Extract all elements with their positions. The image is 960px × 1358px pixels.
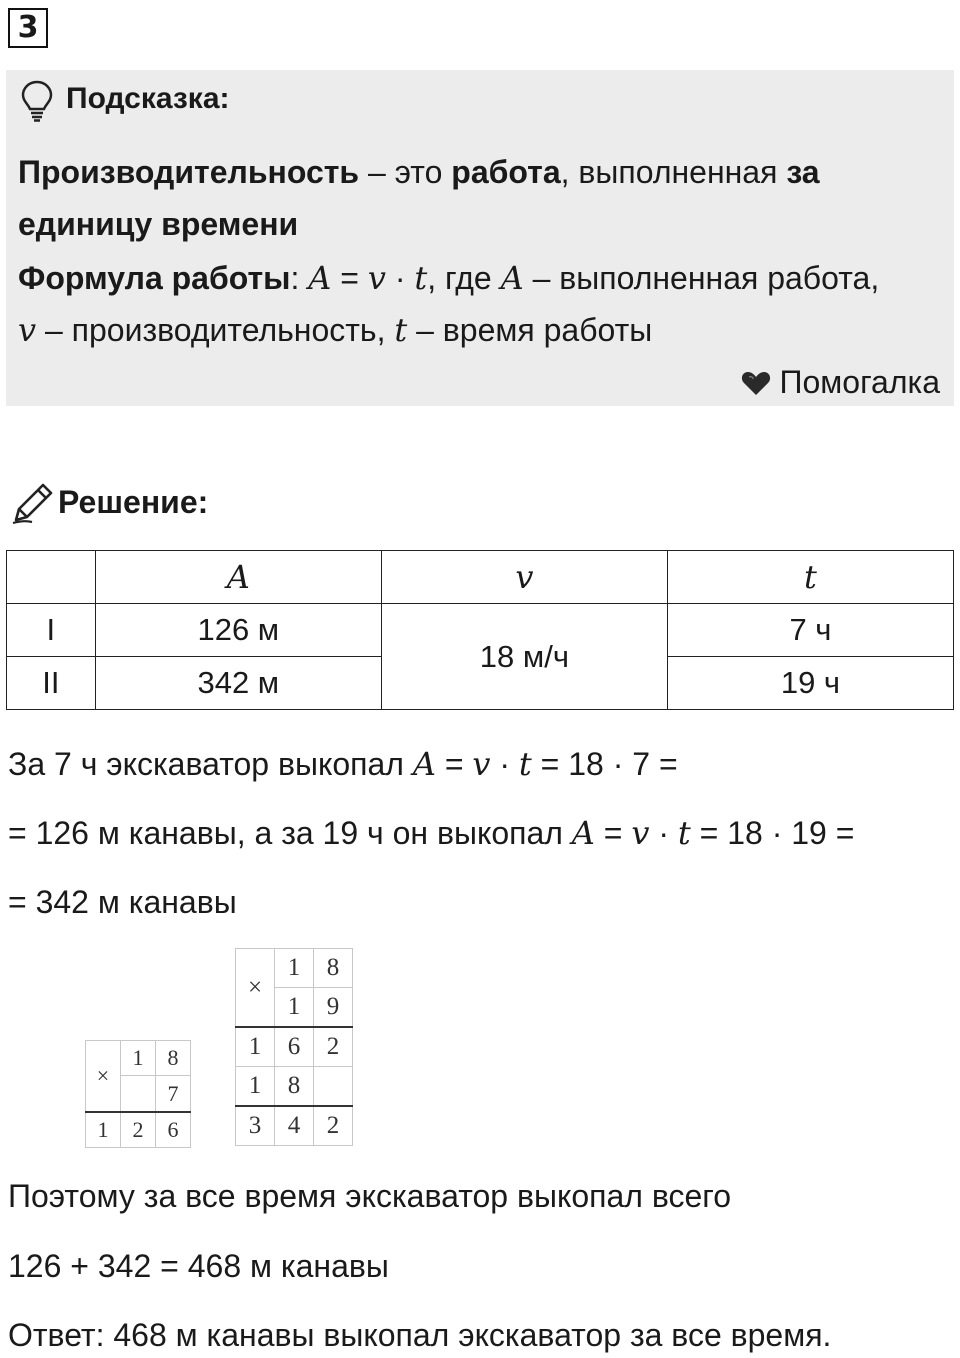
digit-cell: 1	[275, 988, 314, 1028]
digit-cell: 4	[275, 1106, 314, 1146]
digit-cell: 9	[314, 988, 353, 1028]
digit-cell: 1	[236, 1067, 275, 1107]
math-var: t	[518, 745, 532, 783]
digit-cell: 2	[314, 1106, 353, 1146]
brand-label	[741, 364, 940, 401]
hint-term: работа	[451, 154, 561, 190]
table-cell: 342 м	[95, 657, 381, 710]
table-header-cell	[7, 551, 96, 604]
hint-text: – выполненная работа,	[523, 260, 880, 296]
text: ·	[490, 746, 519, 782]
math-var: A	[412, 745, 436, 783]
table-cell: 126 м	[95, 604, 381, 657]
table-cell: 7 ч	[667, 604, 953, 657]
text: =	[594, 815, 632, 851]
table-row	[7, 604, 954, 657]
math-var: v	[367, 259, 386, 297]
hint-text: ·	[385, 260, 415, 296]
math-var: v	[18, 311, 37, 349]
digit-cell: 6	[275, 1027, 314, 1067]
heart-icon	[741, 370, 771, 396]
math-var: A	[308, 259, 332, 297]
digit-cell: 1	[275, 949, 314, 988]
math-var: A	[571, 814, 595, 852]
hint-text: =	[331, 260, 368, 296]
table-header-cell: v	[381, 551, 667, 604]
hint-line-1	[18, 152, 820, 192]
digit-cell	[314, 1067, 353, 1107]
digit-cell	[121, 1076, 156, 1112]
hint-text: , выполненная	[560, 154, 787, 190]
table-cell: II	[7, 657, 96, 710]
solution-paragraph-5: 126 + 342 = 468 м канавы	[8, 1248, 389, 1284]
math-var: v	[472, 745, 491, 783]
digit-cell: 3	[236, 1106, 275, 1146]
text: = 18 · 19 =	[690, 815, 855, 851]
digit-cell: 1	[121, 1041, 156, 1076]
solution-paragraph-1	[8, 744, 678, 784]
table-header-row	[7, 551, 954, 604]
data-table	[6, 550, 954, 710]
hint-text: :	[290, 260, 309, 296]
text: = 18 · 7 =	[531, 746, 678, 782]
hint-line-3	[18, 258, 879, 298]
multiply-sign: ×	[236, 949, 275, 1028]
hint-title: Подсказка:	[66, 82, 230, 115]
solution-paragraph-4: Поэтому за все время экскаватор выкопал всего	[8, 1178, 732, 1214]
digit-cell: 8	[314, 949, 353, 988]
answer-text: Ответ: 468 м канавы выкопал экскаватор за все время.	[8, 1317, 832, 1353]
hint-term: Производительность	[18, 154, 360, 190]
table-cell: 19 ч	[667, 657, 953, 710]
hint-term: за	[786, 154, 820, 190]
digit-cell: 1	[86, 1112, 121, 1148]
math-var: t	[394, 311, 408, 349]
math-var: A	[500, 259, 524, 297]
table-header-cell: t	[667, 551, 953, 604]
table-cell-merged: 18 м/ч	[381, 604, 667, 710]
hint-line-2	[18, 204, 298, 244]
text: За 7 ч экскаватор выкопал	[8, 746, 413, 782]
hint-text: , где	[427, 260, 501, 296]
multiply-sign: ×	[86, 1041, 121, 1113]
solution-paragraph-3: = 342 м канавы	[8, 884, 237, 920]
hint-text: – это	[359, 154, 452, 190]
lightbulb-icon	[20, 80, 54, 122]
math-var: t	[414, 259, 428, 297]
hint-text: – время работы	[407, 312, 653, 348]
digit-cell: 7	[156, 1076, 191, 1112]
digit-cell: 8	[275, 1067, 314, 1107]
math-var: v	[631, 814, 650, 852]
table-header-cell: A	[95, 551, 381, 604]
hint-text: – производительность,	[36, 312, 395, 348]
hint-line-4	[18, 310, 652, 350]
text: = 126 м канавы, а за 19 ч он выкопал	[8, 815, 572, 851]
pencil-icon	[10, 480, 56, 526]
digit-cell: 2	[121, 1112, 156, 1148]
solution-title: Решение:	[58, 484, 209, 520]
hint-term: единицу времени	[18, 206, 299, 242]
digit-cell: 1	[236, 1027, 275, 1067]
task-number: 3	[8, 8, 48, 48]
math-var: t	[677, 814, 691, 852]
solution-paragraph-2	[8, 813, 854, 853]
text: ·	[649, 815, 678, 851]
text: =	[435, 746, 473, 782]
hint-term: Формула работы	[18, 260, 291, 296]
table-cell: I	[7, 604, 96, 657]
column-multiplication-2	[235, 948, 353, 1146]
digit-cell: 2	[314, 1027, 353, 1067]
digit-cell: 6	[156, 1112, 191, 1148]
digit-cell: 8	[156, 1041, 191, 1076]
brand-name: Помогалка	[779, 364, 940, 400]
column-multiplication-1	[85, 1040, 191, 1148]
